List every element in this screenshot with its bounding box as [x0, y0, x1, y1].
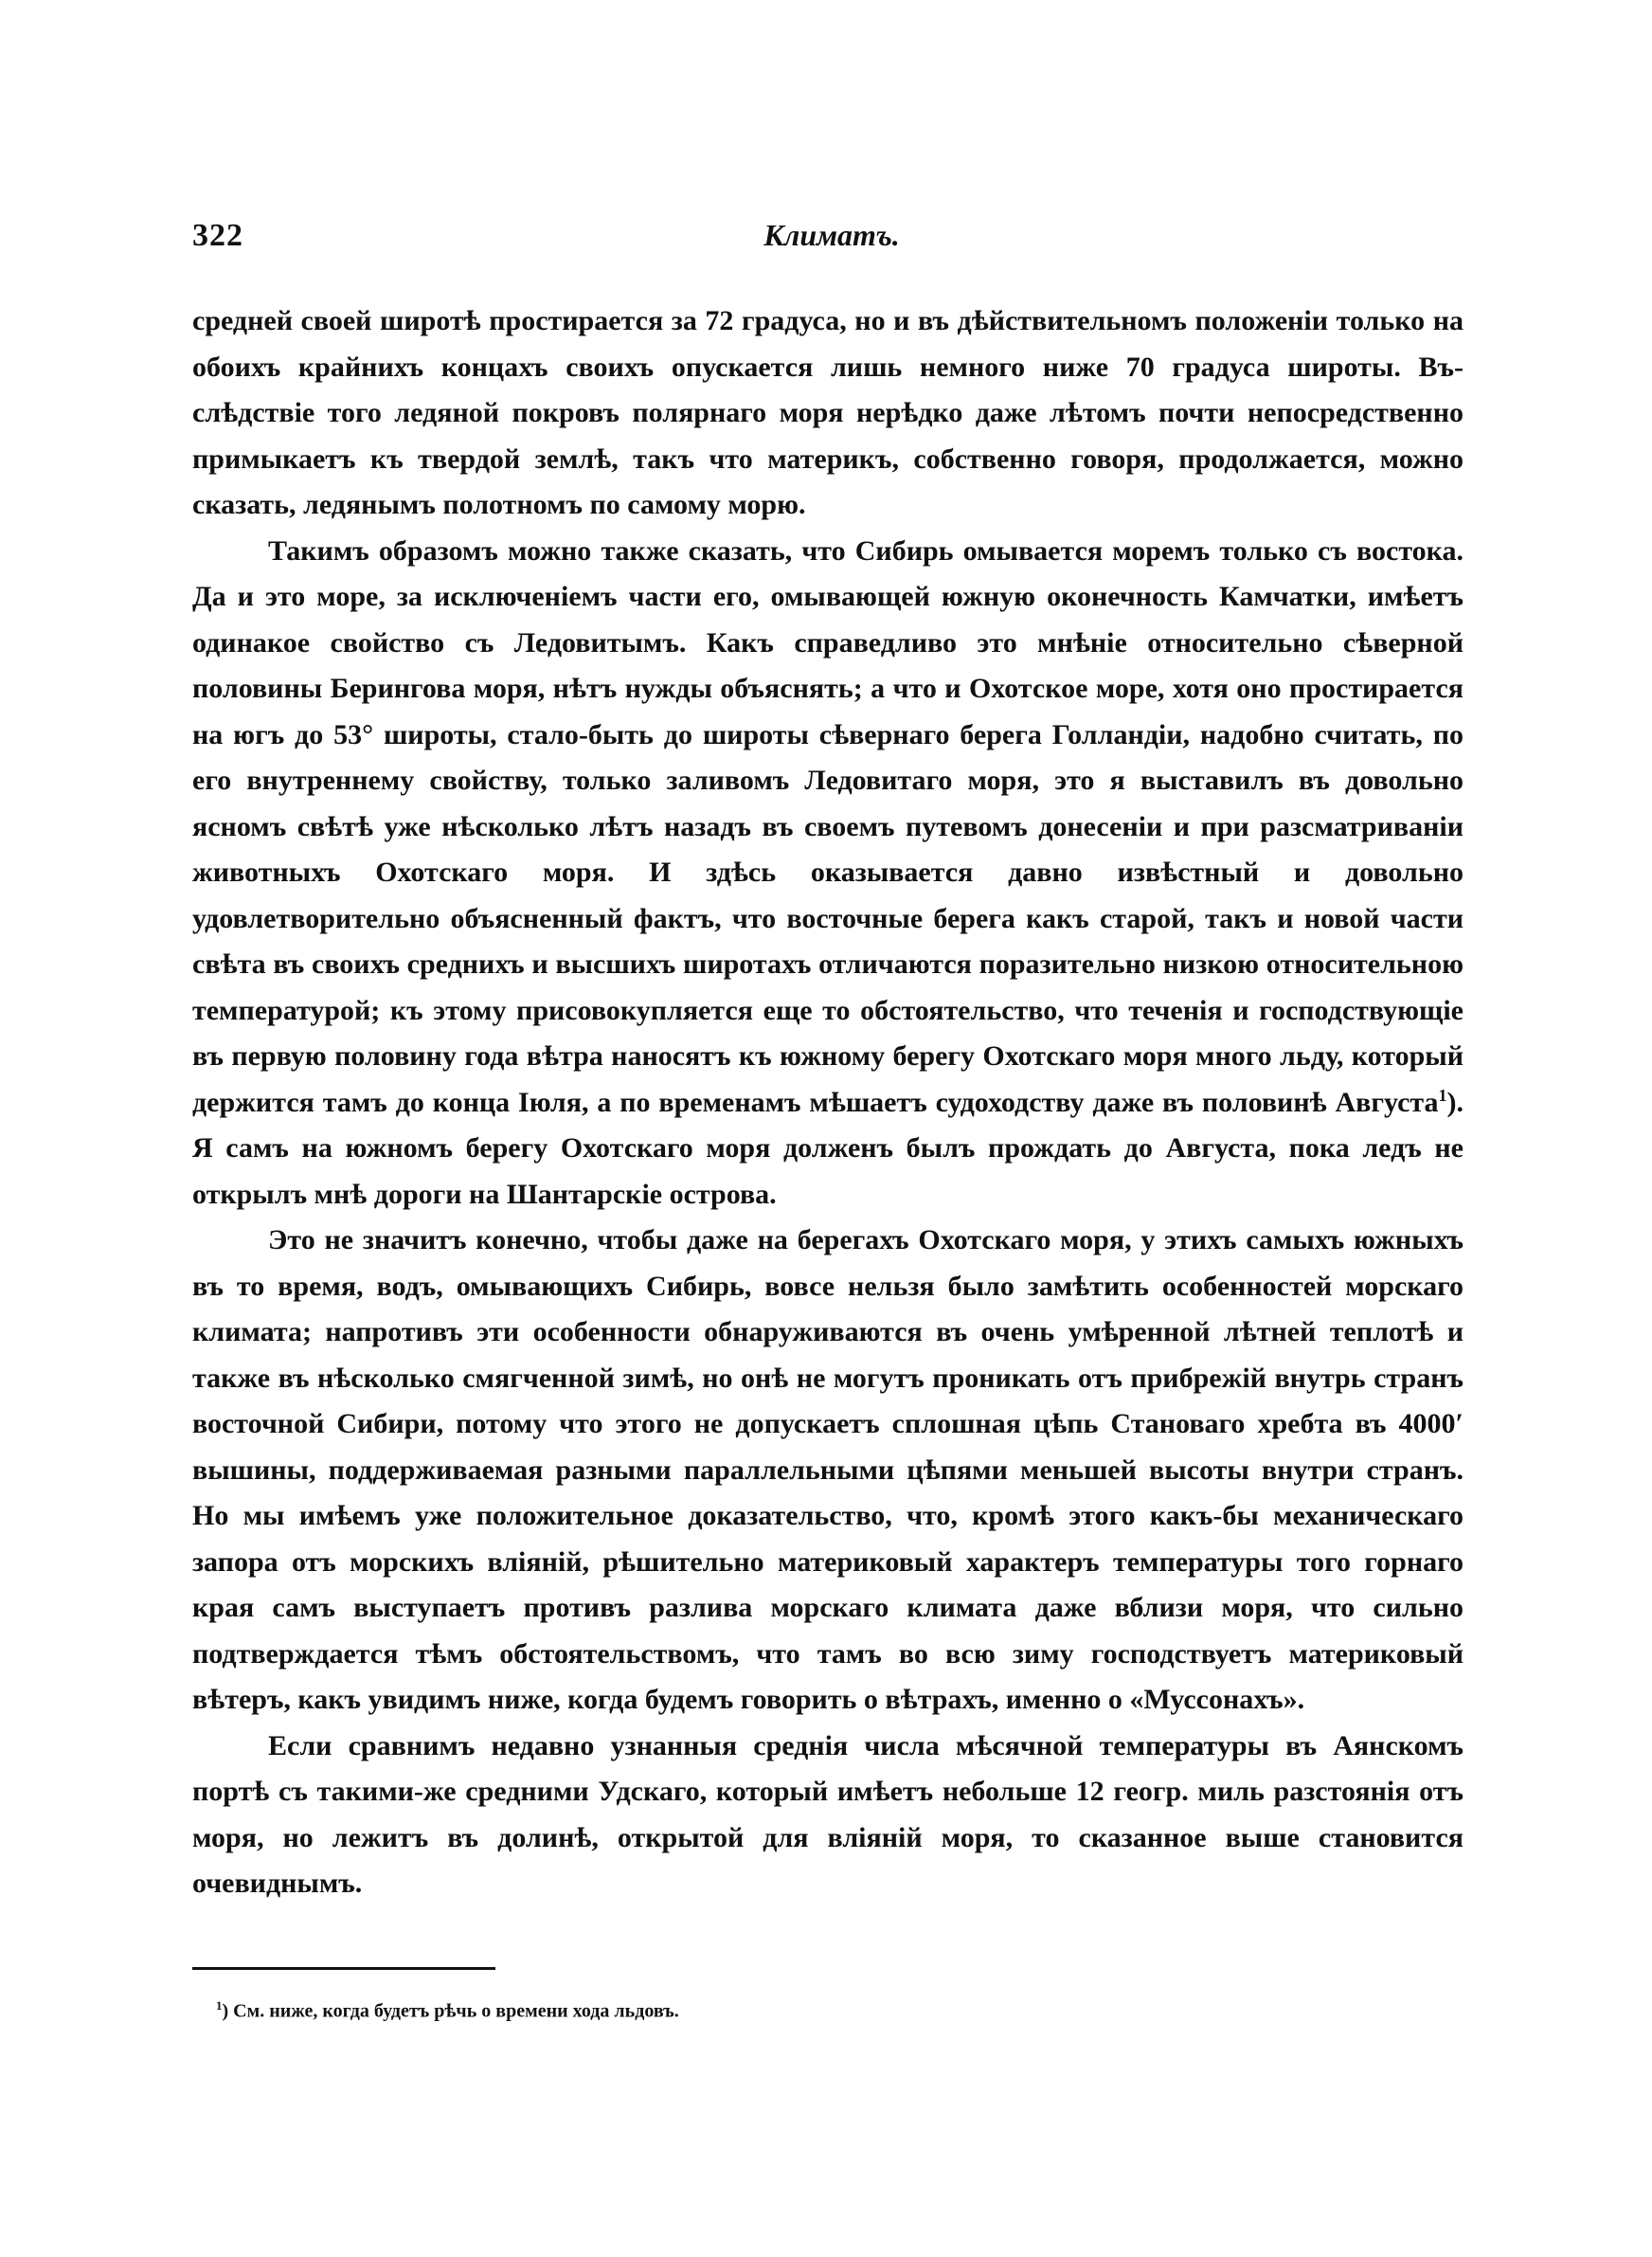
footnote-separator-rule [192, 1967, 495, 1970]
body-text [192, 298, 1463, 1907]
page-number: 322 [192, 218, 243, 253]
footnote-reference-mark: 1 [1438, 1085, 1447, 1105]
footnote [216, 1993, 1447, 2025]
running-head [192, 218, 1471, 275]
paragraph-2 [192, 529, 1463, 1219]
paragraph-2-text-after-note: ). Я самъ на южномъ берегу Охотскаго моря долженъ былъ прождать до Августа, пока ледъ не открылъ мнѣ дороги на Шантарскiе острова. [192, 1086, 1463, 1210]
footnote-text: ) См. ниже, когда будетъ рѣчь о времени хода льдовъ. [222, 2000, 679, 2022]
paragraph-1: средней своей широтѣ простирается за 72 градуса, но и въ дѣйствительномъ положенiи только на обоихъ крайнихъ концахъ своихъ опускается лишь немного ниже 70 градуса широты. Въ-слѣдствiе того ледяной покровъ полярнаго моря нерѣдко даже лѣтомъ почти непосредственно примыкаетъ къ твердой землѣ, такъ что материкъ, собственно говоря, продолжается, можно сказать, ледянымъ полотномъ по самому морю. [192, 305, 1463, 520]
paragraph-4: Если сравнимъ недавно узнанныя среднiя числа мѣсячной температуры въ Аянскомъ портѣ съ такими-же средними Удскаго, который имѣетъ небольше 12 геогр. миль разстоянiя отъ моря, но лежитъ въ долинѣ, открытой для влiянiй моря, то сказанное выше становится очевиднымъ. [192, 1729, 1463, 1899]
paragraph-3: Это не значитъ конечно, чтобы даже на берегахъ Охотскаго моря, у этихъ самыхъ южныхъ въ то время, водъ, омывающихъ Сибирь, вовсе нельзя было замѣтить особенностей морскаго климата; напротивъ эти особенности обнаруживаются въ очень умѣренной лѣтней теплотѣ и также въ нѣсколько смягченной зимѣ, но онѣ не могутъ проникать отъ прибрежiй внутрь странъ восточной Сибири, потому что этого не допускаетъ сплошная цѣпь Становаго хребта въ 4000′ вышины, поддерживаемая разными параллельными цѣпями меньшей высоты внутри странъ. Но мы имѣемъ уже положительное доказательство, что, кромѣ этого какъ-бы механическаго запора отъ морскихъ влiянiй, рѣшительно материковый характеръ температуры того горнаго края самъ выступаетъ противъ разлива морскаго климата даже вблизи моря, что сильно подтверждается тѣмъ обстоятельствомъ, что тамъ во всю зиму господствуетъ материковый вѣтеръ, какъ увидимъ ниже, когда будемъ говорить о вѣтрахъ, именно о «Муссонахъ». [192, 1224, 1463, 1715]
paragraph-2-text-before-note: Такимъ образомъ можно также сказать, что Сибирь омывается моремъ только съ востока. Да и это море, за исключенiемъ части его, омывающей южную оконечность Камчатки, имѣетъ одинакое свойство съ Ледовитымъ. Какъ справедливо это мнѣнiе относительно сѣверной половины Берингова моря, нѣтъ нужды объяснять; а что и Охотское море, хотя оно простирается на югъ до 53° широты, стало-быть до широты сѣвернаго берега Голландiи, надобно считать, по его внутреннему свойству, только заливомъ Ледовитаго моря, это я выставилъ въ довольно ясномъ свѣтѣ уже нѣсколько лѣтъ назадъ въ своемъ путевомъ донесенiи и при разсматриванiи животныхъ Охотскаго моря. И здѣсь оказывается давно извѣстный и довольно удовлетворительно объясненный фактъ, что восточные берега какъ старой, такъ и новой части свѣта въ своихъ среднихъ и высшихъ широтахъ отличаются поразительно низкою относительною температурой; къ этому присовокупляется еще то обстоятельство, что теченiя и господствующiе въ первую половину года вѣтра наносятъ къ южному берегу Охотскаго моря много льду, который держится тамъ до конца Iюля, а по временамъ мѣшаетъ судоходству даже въ половинѣ Августа [192, 534, 1463, 1118]
footnote-mark: 1 [216, 1998, 223, 2013]
running-title: Климатъ. [763, 218, 900, 252]
